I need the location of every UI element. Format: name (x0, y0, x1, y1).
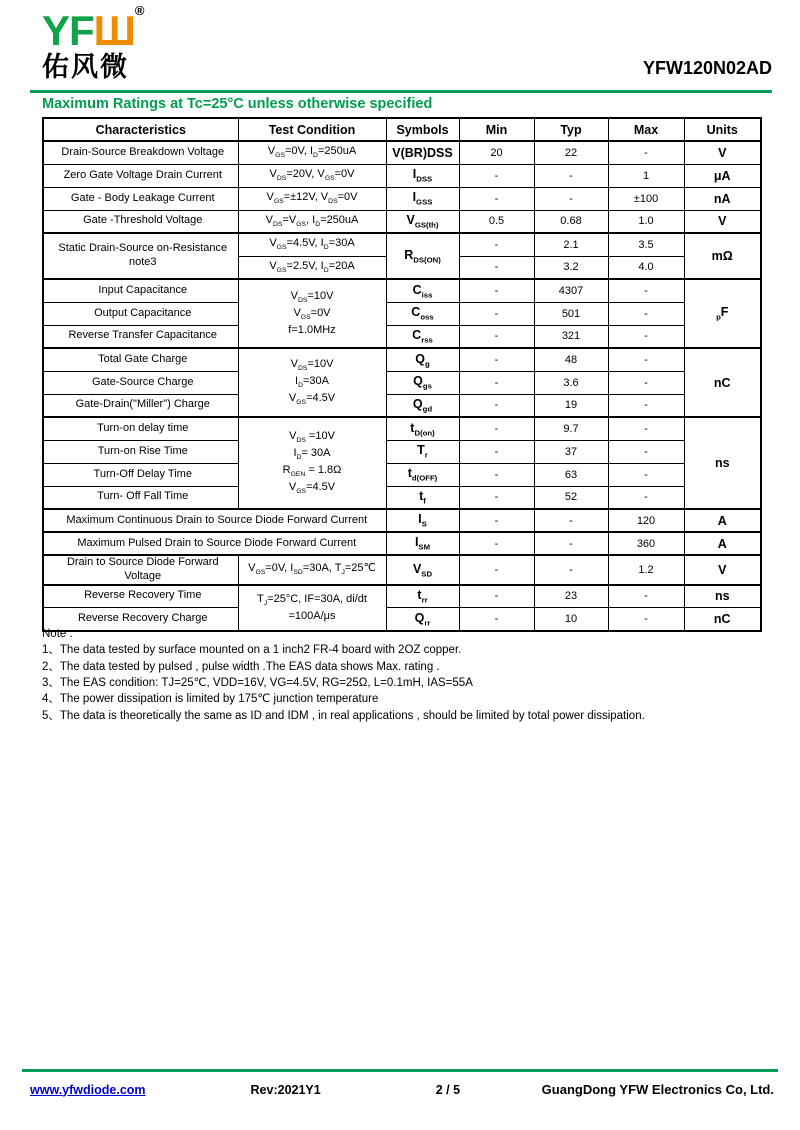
table-cell-sym: $t_{d(OFF)}$ (386, 463, 459, 486)
table-row (43, 555, 761, 585)
table-row (43, 394, 761, 417)
table-cell-val: 63 (534, 463, 608, 486)
table-cell-val: 23 (534, 585, 608, 608)
table-cell-val: 9.7 (534, 417, 608, 440)
logo-text-green: YF (42, 7, 94, 54)
table-cell-char: Reverse Recovery Time (43, 585, 238, 608)
table-cell-val: - (534, 164, 608, 187)
notes-list (42, 642, 645, 724)
note-item: 2、The data tested by pulsed , pulse width .The EAS data shows Max. rating . (42, 660, 440, 673)
table-cell-sym: $C_{iss}$ (386, 279, 459, 302)
website-link[interactable]: www.yfwdiode.com (30, 1082, 146, 1097)
table-cell-unit: μA (684, 164, 761, 187)
table-cell-cond: $T_J=25^\circ C$, IF=30A, di/dt =100A/μs (238, 585, 386, 631)
table-row (43, 210, 761, 233)
table-row (43, 509, 761, 532)
table-cell-cond: $V_{GS}=\pm 12V$, $V_{DS}=0V$ (238, 187, 386, 210)
table-row (43, 486, 761, 509)
table-cell-val: 3.5 (608, 233, 684, 256)
table-cell-val: - (534, 532, 608, 555)
notes-title: Note : (42, 628, 73, 640)
table-row (43, 532, 761, 555)
page-footer (30, 1082, 774, 1097)
table-cell-val: - (459, 608, 534, 631)
table-cell-unit: ns (684, 585, 761, 608)
table-cell-val: 1.2 (608, 555, 684, 585)
table-cell-val: - (608, 371, 684, 394)
table-cell-sym: $R_{DS(ON)}$ (386, 233, 459, 279)
table-cell-val: 10 (534, 608, 608, 631)
table-cell-val: - (459, 585, 534, 608)
note-item: 5、The data is theoretically the same as ID and IDM , in real applications , should be limited by total power dissipation. (42, 709, 645, 722)
table-cell-val: 501 (534, 302, 608, 325)
table-cell-val: - (459, 233, 534, 256)
table-cell-val: - (459, 325, 534, 348)
table-cell-sym: $Q_{gs}$ (386, 371, 459, 394)
table-cell-sym: $C_{oss}$ (386, 302, 459, 325)
table-row (43, 371, 761, 394)
table-cell-sym: $I_{SM}$ (386, 532, 459, 555)
table-cell-val: - (459, 302, 534, 325)
logo-text-orange: Ш (93, 7, 135, 54)
note-item: 3、The EAS condition: TJ=25℃, VDD=16V, VG=4.5V, RG=25Ω, L=0.1mH, IAS=55A (42, 676, 473, 689)
table-header-row (43, 118, 761, 141)
column-header: Symbols (386, 118, 459, 141)
table-cell-val: - (459, 532, 534, 555)
table-cell-val: 321 (534, 325, 608, 348)
table-row (43, 164, 761, 187)
table-cell-val: - (459, 279, 534, 302)
table-row (43, 187, 761, 210)
table-cell-val: - (459, 555, 534, 585)
table-cell-val: - (459, 417, 534, 440)
table-cell-char: Turn-Off Delay Time (43, 463, 238, 486)
table-cell-val: - (459, 486, 534, 509)
table-cell-val: - (608, 394, 684, 417)
table-cell-sym: $t_f$ (386, 486, 459, 509)
table-cell-val: - (534, 187, 608, 210)
table-cell-cond: $V_{DS}=20V$, $V_{GS}=0V$ (238, 164, 386, 187)
table-cell-val: - (459, 371, 534, 394)
table-cell-val: 4307 (534, 279, 608, 302)
table-cell-val: 1 (608, 164, 684, 187)
table-cell-sym: $I_{DSS}$ (386, 164, 459, 187)
table-cell-cond: $V_{GS}=2.5V$, $I_D=20A$ (238, 256, 386, 279)
table-cell-val: 4.0 (608, 256, 684, 279)
table-cell-unit: V (684, 141, 761, 164)
table-cell-sym: $I_{GSS}$ (386, 187, 459, 210)
yfw-logo (30, 3, 144, 82)
table-cell-unit: mΩ (684, 233, 761, 279)
table-cell-sym: $Q_g$ (386, 348, 459, 371)
page-number: 2 / 5 (435, 1082, 461, 1097)
table-cell-val: 22 (534, 141, 608, 164)
table-cell-char: Maximum Continuous Drain to Source Diode Forward Current (43, 509, 386, 532)
notes-section (42, 626, 645, 724)
table-cell-char: Input Capacitance (43, 279, 238, 302)
table-cell-val: 2.1 (534, 233, 608, 256)
table-cell-unit: nC (684, 608, 761, 631)
table-cell-val: - (459, 394, 534, 417)
table-cell-sym: $I_S$ (386, 509, 459, 532)
table-cell-val: 48 (534, 348, 608, 371)
table-cell-cond: $V_{DS}=V_{GS}$, $I_D=250uA$ (238, 210, 386, 233)
table-cell-val: - (459, 463, 534, 486)
table-cell-sym: $t_{rr}$ (386, 585, 459, 608)
table-cell-val: - (459, 164, 534, 187)
table-cell-char: Gate -Threshold Voltage (43, 210, 238, 233)
table-cell-char: Turn- Off Fall Time (43, 486, 238, 509)
table-cell-val: 20 (459, 141, 534, 164)
footer-divider (22, 1069, 778, 1072)
table-cell-val: - (534, 509, 608, 532)
table-body (43, 141, 761, 631)
section-title: Maximum Ratings at Tc=25°C unless otherwise specified (42, 96, 433, 112)
table-cell-sym: $T_r$ (386, 440, 459, 463)
table-cell-char: Turn-on Rise Time (43, 440, 238, 463)
table-cell-val: - (608, 463, 684, 486)
header-divider (30, 90, 772, 93)
table-cell-val: - (608, 325, 684, 348)
table-cell-val: - (459, 256, 534, 279)
column-header: Min (459, 118, 534, 141)
table-row (43, 302, 761, 325)
table-row (43, 325, 761, 348)
table-cell-val: 3.6 (534, 371, 608, 394)
table-cell-unit: V (684, 210, 761, 233)
table-cell-val: - (608, 279, 684, 302)
maximum-ratings-table (42, 117, 762, 632)
table-cell-char: Gate-Drain("Miller") Charge (43, 394, 238, 417)
table-row (43, 233, 761, 256)
table-cell-val: 37 (534, 440, 608, 463)
table-row (43, 417, 761, 440)
table-cell-char: Output Capacitance (43, 302, 238, 325)
table-cell-val: - (608, 141, 684, 164)
table-cell-char: Turn-on delay time (43, 417, 238, 440)
table-cell-val: - (459, 509, 534, 532)
table-cell-val: 19 (534, 394, 608, 417)
table-cell-val: ±100 (608, 187, 684, 210)
table-cell-val: 0.68 (534, 210, 608, 233)
table-cell-sym: V(BR)DSS (386, 141, 459, 164)
table-cell-unit: nA (684, 187, 761, 210)
table-cell-char: Drain-Source Breakdown Voltage (43, 141, 238, 164)
table-cell-sym: $Q_{rr}$ (386, 608, 459, 631)
table-row (43, 141, 761, 164)
table-cell-val: 360 (608, 532, 684, 555)
note-item: 4、The power dissipation is limited by 175℃ junction temperature (42, 693, 379, 706)
table-row (43, 440, 761, 463)
table-cell-cond: $V_{GS}=4.5V$, $I_D=30A$ (238, 233, 386, 256)
table-cell-sym: $C_{rss}$ (386, 325, 459, 348)
table-cell-unit: V (684, 555, 761, 585)
table-cell-char: Static Drain-Source on-Resistance note3 (43, 233, 238, 279)
table-cell-val: - (608, 486, 684, 509)
table-cell-sym: $V_{GS(th)}$ (386, 210, 459, 233)
column-header: Test Condition (238, 118, 386, 141)
table-cell-val: - (459, 440, 534, 463)
note-item: 1、The data tested by surface mounted on a 1 inch2 FR-4 board with 2OZ copper. (42, 644, 462, 657)
table-row (43, 585, 761, 608)
table-cell-char: Drain to Source Diode Forward Voltage (43, 555, 238, 585)
table-cell-char: Reverse Transfer Capacitance (43, 325, 238, 348)
table-cell-val: - (459, 187, 534, 210)
table-cell-unit: A (684, 532, 761, 555)
company-name: GuangDong YFW Electronics Co, Ltd. (541, 1082, 774, 1097)
table-cell-unit: A (684, 509, 761, 532)
logo-chinese-text: 佑风微 (42, 52, 129, 82)
table-cell-val: 3.2 (534, 256, 608, 279)
table-cell-val: - (534, 555, 608, 585)
page-header (30, 3, 772, 82)
table-cell-val: - (608, 302, 684, 325)
column-header: Max (608, 118, 684, 141)
table-cell-cond: $V_{GS}=0V$, $I_D=250uA$ (238, 141, 386, 164)
table-cell-val: - (608, 585, 684, 608)
table-cell-val: - (608, 440, 684, 463)
table-cell-cond: $V_{DS} =10V$ $I_D= 30A$ $R_{GEN} = 1.8\Omega$ $V_{GS}=4.5V$ (238, 417, 386, 509)
table-row (43, 279, 761, 302)
table-cell-unit: ns (684, 417, 761, 509)
table-cell-val: - (459, 348, 534, 371)
table-row (43, 463, 761, 486)
revision-label: Rev:2021Y1 (250, 1082, 321, 1097)
column-header: Typ (534, 118, 608, 141)
table-cell-val: 120 (608, 509, 684, 532)
table-cell-sym: $t_{D(on)}$ (386, 417, 459, 440)
table-cell-unit: nC (684, 348, 761, 417)
part-number: YFW120N02AD (642, 58, 772, 78)
table-cell-char: Maximum Pulsed Drain to Source Diode Forward Current (43, 532, 386, 555)
registered-mark: ® (134, 3, 144, 18)
table-cell-sym: $V_{SD}$ (386, 555, 459, 585)
table-cell-char: Reverse Recovery Charge (43, 608, 238, 631)
table-cell-char: Zero Gate Voltage Drain Current (43, 164, 238, 187)
table-cell-val: - (608, 417, 684, 440)
table-row (43, 348, 761, 371)
table-cell-unit: $_p$F (684, 279, 761, 348)
table-cell-val: 1.0 (608, 210, 684, 233)
table-cell-cond: $V_{GS}=0V$, $I_{SD}=30A$, $T_J=25℃$ (238, 555, 386, 585)
table-cell-char: Gate - Body Leakage Current (43, 187, 238, 210)
table-cell-cond: $V_{DS}=10V$ $I_D=30A$ $V_{GS}=4.5V$ (238, 348, 386, 417)
table-cell-val: - (608, 608, 684, 631)
table-cell-val: 0.5 (459, 210, 534, 233)
table-cell-val: 52 (534, 486, 608, 509)
table-cell-val: - (608, 348, 684, 371)
table-cell-char: Total Gate Charge (43, 348, 238, 371)
table-cell-cond: $V_{DS}=10V$ $V_{GS}=0V$ f=1.0MHz (238, 279, 386, 348)
table-cell-char: Gate-Source Charge (43, 371, 238, 394)
column-header: Characteristics (43, 118, 238, 141)
table-cell-sym: $Q_{gd}$ (386, 394, 459, 417)
table-head (43, 118, 761, 141)
column-header: Units (684, 118, 761, 141)
